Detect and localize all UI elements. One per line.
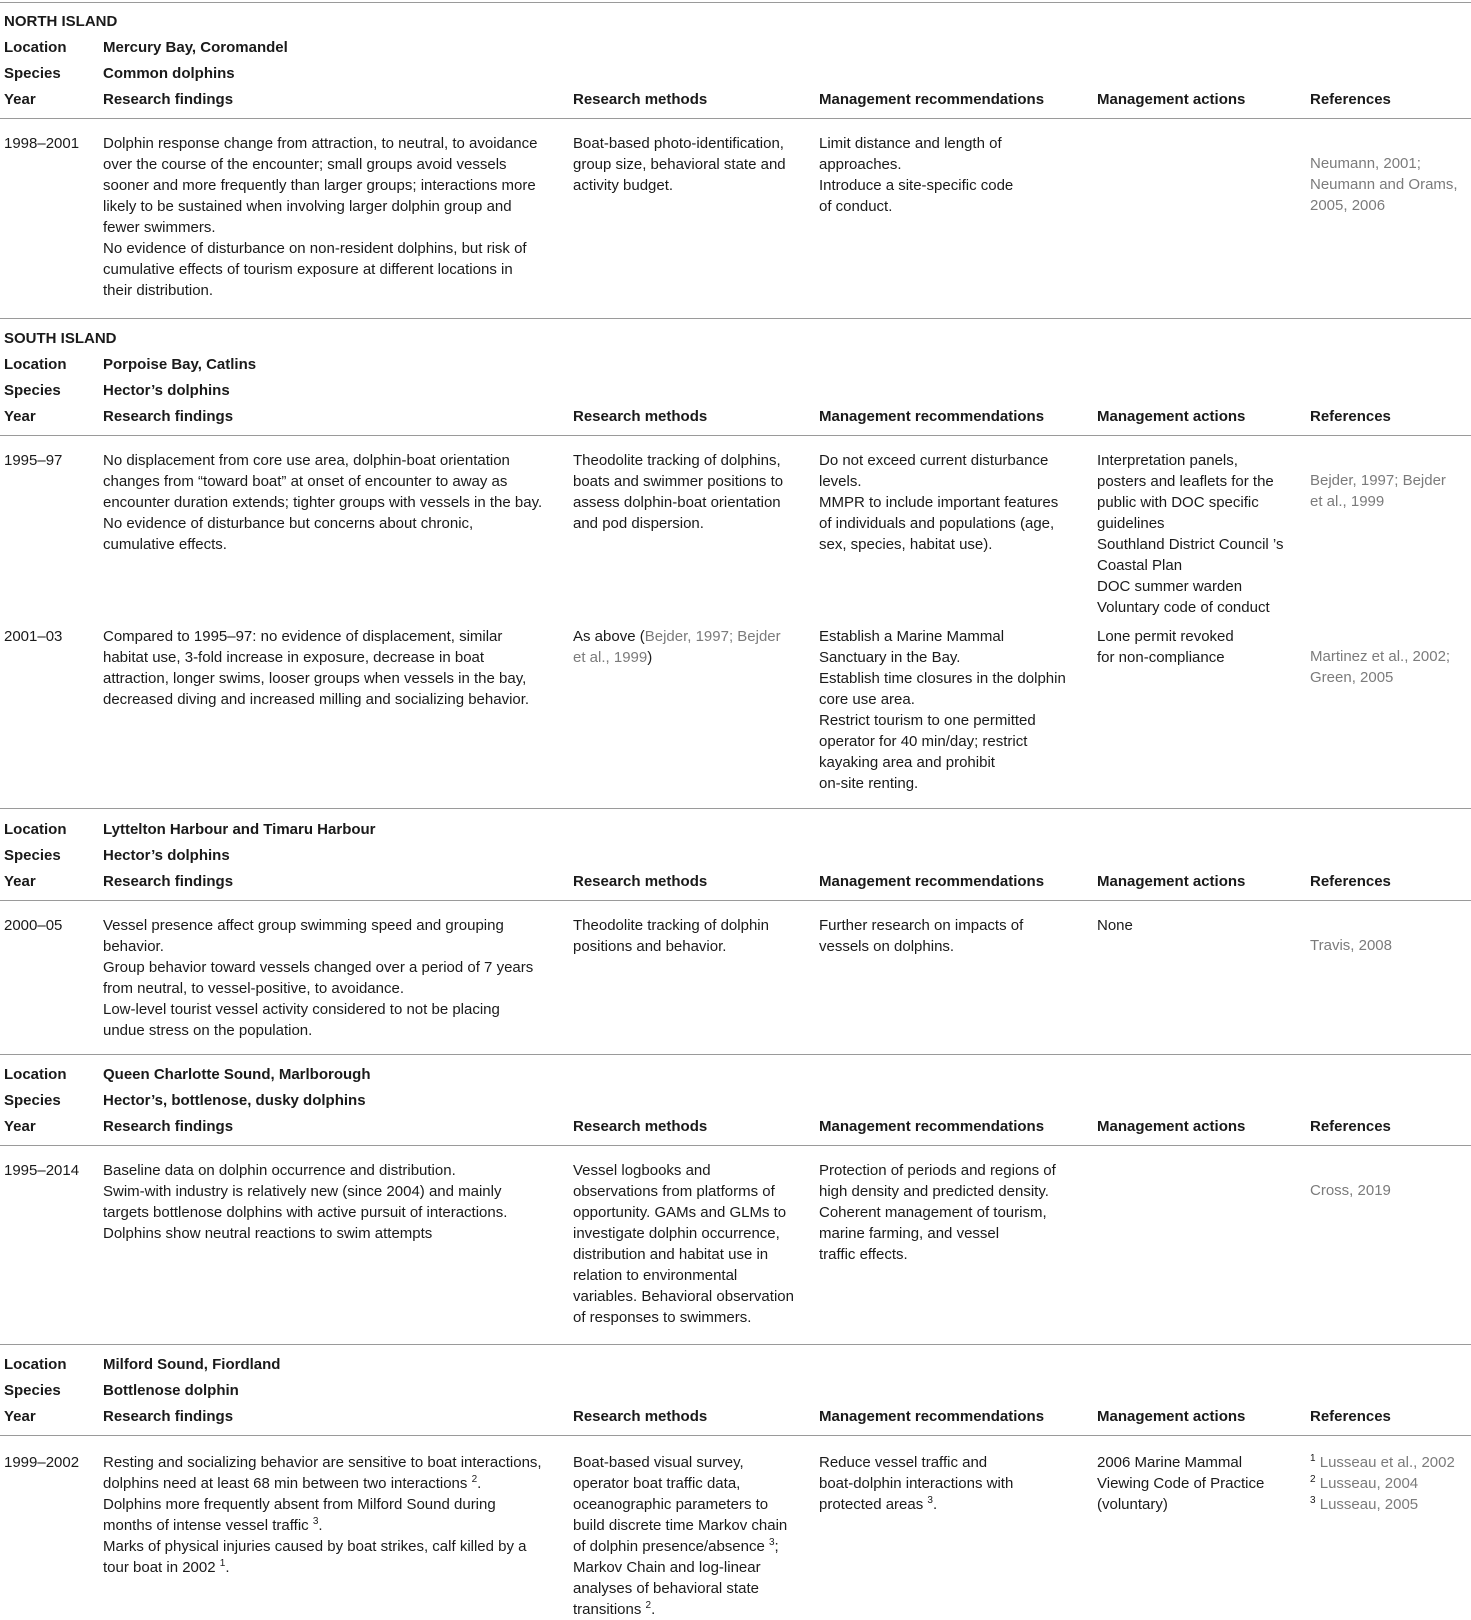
row-references: $^1$ Lusseau et al., 2002 $^2$ Lusseau, 2004 $^3$ Lusseau, 2005 [1310,1453,1455,1513]
col-header-methods: Research methods [573,408,708,425]
location-value: Queen Charlotte Sound, Marlborough [103,1066,371,1083]
section-rule [0,1344,1471,1345]
location-value: Mercury Bay, Coromandel [103,39,288,56]
row-findings: Vessel presence affect group swimming speed and grouping behavior. Group behavior toward vessels changed over a period of 7 years from neutral, to vessel-positive, to avoidance. Low-level tourist vessel activity considered to not be placing undue stress on the population. [103,917,534,1039]
methods-reference-link[interactable]: Bejder, 1997; Bejder [644,628,781,645]
row-actions: Interpretation panels, posters and leaflets for the public with DOC specific guidelines Southland District Council ’s Coastal Plan DOC summer warden Voluntary code of conduct [1097,452,1284,616]
location-value: Lyttelton Harbour and Timaru Harbour [103,821,376,838]
row-actions: None [1097,917,1133,934]
header-rule [0,1145,1471,1146]
row-actions: Lone permit revoked for non-compliance [1097,628,1234,666]
col-header-findings: Research findings [103,1408,234,1425]
row-methods: Boat-based visual survey, operator boat traffic data, oceanographic parameters to build discrete time Markov chain of dolphin presence/absence $^3$; Markov Chain and log-linear analyses of behavioral state transitions $^2$. [573,1454,788,1618]
top-rule [0,2,1471,3]
species-label: Species [4,382,61,399]
location-label: Location [4,1066,67,1083]
col-header-findings: Research findings [103,873,234,890]
row-year: 1995–97 [4,452,63,469]
row-recommendations: Establish a Marine Mammal Sanctuary in the Bay. Establish time closures in the dolphin core use area. Restrict tourism to one permitted operator for 40 min/day; restrict kayaking area and prohibit on-site renting. [819,628,1066,792]
row-methods: Boat-based photo-identification, group size, behavioral state and activity budget. [573,135,786,194]
species-value: Common dolphins [103,65,235,82]
row-year: 2001–03 [4,628,63,645]
col-header-references: References [1310,1408,1391,1425]
header-rule [0,118,1471,119]
species-value: Hector’s dolphins [103,382,230,399]
header-rule [0,1435,1471,1436]
region-south-island: SOUTH ISLAND [4,330,117,347]
header-rule [0,900,1471,901]
col-header-year: Year [4,873,36,890]
row-references: Cross, 2019 [1310,1182,1391,1199]
species-label: Species [4,847,61,864]
col-header-year: Year [4,1118,36,1135]
row-year: 1998–2001 [4,135,80,152]
col-header-findings: Research findings [103,91,234,108]
row-references: Travis, 2008 [1310,937,1392,954]
row-recommendations: Limit distance and length of approaches. Introduce a site-specific code of conduct. [819,135,1014,215]
row-references: Neumann, 2001; Neumann and Orams, 2005, 2006 [1310,155,1458,214]
row-references: Bejder, 1997; Bejder et al., 1999 [1310,472,1446,510]
col-header-methods: Research methods [573,1118,708,1135]
col-header-recommendations: Management recommendations [819,91,1045,108]
species-label: Species [4,1382,61,1399]
header-rule [0,435,1471,436]
location-label: Location [4,1356,67,1373]
col-header-recommendations: Management recommendations [819,1408,1045,1425]
species-value: Hector’s, bottlenose, dusky dolphins [103,1092,366,1109]
col-header-actions: Management actions [1097,91,1246,108]
location-label: Location [4,821,67,838]
col-header-references: References [1310,91,1391,108]
row-year: 1999–2002 [4,1454,80,1471]
species-label: Species [4,1092,61,1109]
col-header-actions: Management actions [1097,873,1246,890]
species-label: Species [4,65,61,82]
row-methods: As above (Bejder, 1997; Bejder et al., 1999) [573,628,781,666]
col-header-year: Year [4,408,36,425]
row-findings: Resting and socializing behavior are sensitive to boat interactions, dolphins need at least 68 min between two interactions $^2$. Dolphins more frequently absent from Milford Sound during months of intense vessel traffic $^3$. Marks of physical injuries caused by boat strikes, calf killed by a tour boat in 2002 $^1$. [103,1454,542,1576]
species-value: Hector’s dolphins [103,847,230,864]
col-header-findings: Research findings [103,1118,234,1135]
col-header-recommendations: Management recommendations [819,408,1045,425]
row-findings: Dolphin response change from attraction, to neutral, to avoidance over the course of the encounter; small groups avoid vessels sooner and more frequently than larger groups; interactions more likely to be sustained when involving larger dolphin group and fewer swimmers. No evidence of disturbance on non-resident dolphins, but risk of cumulative effects of tourism exposure at different locations in their distribution. [103,135,538,299]
row-recommendations: Protection of periods and regions of high density and predicted density. Coherent management of tourism, marine farming, and vessel traffic effects. [819,1162,1056,1263]
col-header-methods: Research methods [573,1408,708,1425]
row-recommendations: Reduce vessel traffic and boat-dolphin interactions with protected areas $^3$. [819,1454,1014,1513]
col-header-actions: Management actions [1097,1118,1246,1135]
col-header-references: References [1310,408,1391,425]
col-header-actions: Management actions [1097,408,1246,425]
section-rule [0,808,1471,809]
col-header-methods: Research methods [573,91,708,108]
col-header-references: References [1310,1118,1391,1135]
section-rule [0,318,1471,319]
methods-reference-link[interactable]: et al., 1999 [573,649,648,666]
col-header-year: Year [4,1408,36,1425]
row-findings: No displacement from core use area, dolphin-boat orientation changes from “toward boat” at onset of encounter to away as encounter duration extends; tighter groups with vessels in the bay. No evidence of disturbance but concerns about chronic, cumulative effects. [103,452,543,553]
col-header-recommendations: Management recommendations [819,873,1045,890]
row-findings: Baseline data on dolphin occurrence and distribution. Swim-with industry is relatively new (since 2004) and mainly targets bottlenose dolphins with active pursuit of interactions. Dolphins show neutral reactions to swim attempts [103,1162,508,1242]
col-header-recommendations: Management recommendations [819,1118,1045,1135]
col-header-actions: Management actions [1097,1408,1246,1425]
row-recommendations: Further research on impacts of vessels on dolphins. [819,917,1024,955]
location-label: Location [4,39,67,56]
species-value: Bottlenose dolphin [103,1382,239,1399]
row-year: 2000–05 [4,917,63,934]
col-header-findings: Research findings [103,408,234,425]
section-rule [0,1054,1471,1055]
row-methods: Theodolite tracking of dolphin positions and behavior. [573,917,769,955]
location-value: Porpoise Bay, Catlins [103,356,257,373]
col-header-year: Year [4,91,36,108]
location-value: Milford Sound, Fiordland [103,1356,281,1373]
row-references: Martinez et al., 2002; Green, 2005 [1310,648,1451,686]
region-north-island: NORTH ISLAND [4,13,118,30]
location-label: Location [4,356,67,373]
row-methods: Vessel logbooks and observations from platforms of opportunity. GAMs and GLMs to investigate dolphin occurrence, distribution and habitat use in relation to environmental variables. Behavioral observation of responses to swimmers. [573,1162,794,1326]
col-header-methods: Research methods [573,873,708,890]
row-findings: Compared to 1995–97: no evidence of displacement, similar habitat use, 3-fold increase in exposure, decrease in boat attraction, longer swims, looser groups when vessels in the bay, decreased diving and increased milling and socializing behavior. [103,628,530,708]
row-year: 1995–2014 [4,1162,80,1179]
row-recommendations: Do not exceed current disturbance levels. MMPR to include important features of individuals and populations (age, sex, species, habitat use). [819,452,1059,553]
row-actions: 2006 Marine Mammal Viewing Code of Practice (voluntary) [1097,1454,1265,1513]
row-methods: Theodolite tracking of dolphins, boats and swimmer positions to assess dolphin-boat orientation and pod dispersion. [573,452,784,532]
col-header-references: References [1310,873,1391,890]
